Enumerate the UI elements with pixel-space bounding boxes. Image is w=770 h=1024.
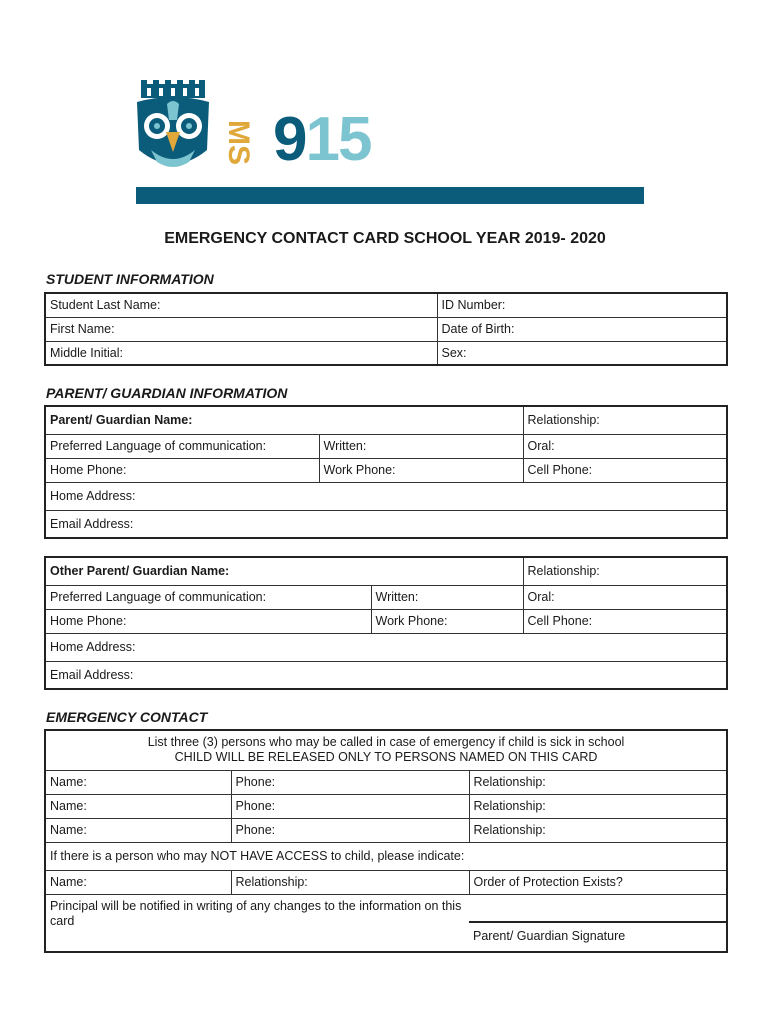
- parent-home-address-field[interactable]: Home Address:: [45, 482, 727, 510]
- emergency-instruction-line-2: CHILD WILL BE RELEASED ONLY TO PERSONS NAMED ON THIS CARD: [174, 750, 598, 765]
- no-access-relationship-field[interactable]: Relationship:: [231, 870, 469, 894]
- parent-name-field[interactable]: Parent/ Guardian Name:: [45, 406, 523, 434]
- other-parent-oral-field[interactable]: Oral:: [523, 585, 727, 609]
- emergency-instruction-line-1: List three (3) persons who may be called in case of emergency if child is sick in school: [147, 735, 625, 750]
- other-parent-language-field[interactable]: Preferred Language of communication:: [45, 585, 371, 609]
- other-parent-work-phone-field[interactable]: Work Phone:: [371, 609, 523, 633]
- header-bar: [136, 187, 644, 204]
- student-section-heading: STUDENT INFORMATION: [46, 271, 214, 287]
- parent-oral-field[interactable]: Oral:: [523, 434, 727, 458]
- sex-field[interactable]: Sex:: [437, 341, 727, 365]
- parent-work-phone-field[interactable]: Work Phone:: [319, 458, 523, 482]
- other-parent-email-field[interactable]: Email Address:: [45, 661, 727, 689]
- other-parent-home-phone-field[interactable]: Home Phone:: [45, 609, 371, 633]
- other-parent-name-field[interactable]: Other Parent/ Guardian Name:: [45, 557, 523, 585]
- no-access-name-field[interactable]: Name:: [45, 870, 231, 894]
- other-parent-cell-phone-field[interactable]: Cell Phone:: [523, 609, 727, 633]
- middle-initial-field[interactable]: Middle Initial:: [45, 341, 437, 365]
- emergency-contact-row: [45, 794, 727, 818]
- signature-field[interactable]: Parent/ Guardian Signature: [469, 921, 726, 949]
- student-table: [44, 292, 728, 366]
- parent-cell-phone-field[interactable]: Cell Phone:: [523, 458, 727, 482]
- other-parent-table: [44, 556, 728, 690]
- parent-section-heading: PARENT/ GUARDIAN INFORMATION: [46, 385, 288, 401]
- student-last-name-field[interactable]: Student Last Name:: [45, 293, 437, 317]
- emergency-contact-row: [45, 818, 727, 842]
- parent-home-phone-field[interactable]: Home Phone:: [45, 458, 319, 482]
- owl-crest-icon: [137, 80, 209, 167]
- emergency-table: [44, 729, 728, 953]
- contact-2-relationship-field[interactable]: Relationship:: [469, 794, 727, 818]
- contact-1-name-field[interactable]: Name:: [45, 770, 231, 794]
- first-name-field[interactable]: First Name:: [45, 317, 437, 341]
- parent-relationship-field[interactable]: Relationship:: [523, 406, 727, 434]
- contact-3-relationship-field[interactable]: Relationship:: [469, 818, 727, 842]
- parent-email-field[interactable]: Email Address:: [45, 510, 727, 538]
- school-logo: [133, 80, 383, 180]
- parent-language-field[interactable]: Preferred Language of communication:: [45, 434, 319, 458]
- other-parent-written-field[interactable]: Written:: [371, 585, 523, 609]
- contact-1-phone-field[interactable]: Phone:: [231, 770, 469, 794]
- contact-2-name-field[interactable]: Name:: [45, 794, 231, 818]
- emergency-contact-row: [45, 770, 727, 794]
- id-number-field[interactable]: ID Number:: [437, 293, 727, 317]
- logo-ms-text: MS: [222, 120, 255, 165]
- other-parent-relationship-field[interactable]: Relationship:: [523, 557, 727, 585]
- emergency-section-heading: EMERGENCY CONTACT: [46, 709, 208, 725]
- logo-number: 915: [273, 105, 371, 174]
- page-title: EMERGENCY CONTACT CARD SCHOOL YEAR 2019- 2020: [164, 230, 606, 247]
- parent-table: [44, 405, 728, 539]
- contact-3-name-field[interactable]: Name:: [45, 818, 231, 842]
- order-of-protection-field[interactable]: Order of Protection Exists?: [469, 870, 727, 894]
- contact-3-phone-field[interactable]: Phone:: [231, 818, 469, 842]
- signature-cell: [469, 894, 727, 952]
- contact-2-phone-field[interactable]: Phone:: [231, 794, 469, 818]
- emergency-instructions: [45, 730, 727, 770]
- other-parent-home-address-field[interactable]: Home Address:: [45, 633, 727, 661]
- contact-1-relationship-field[interactable]: Relationship:: [469, 770, 727, 794]
- parent-written-field[interactable]: Written:: [319, 434, 523, 458]
- principal-note: Principal will be notified in writing of any changes to the information on this card: [45, 894, 469, 952]
- no-access-prompt: If there is a person who may NOT HAVE ACCESS to child, please indicate:: [45, 842, 727, 870]
- date-of-birth-field[interactable]: Date of Birth:: [437, 317, 727, 341]
